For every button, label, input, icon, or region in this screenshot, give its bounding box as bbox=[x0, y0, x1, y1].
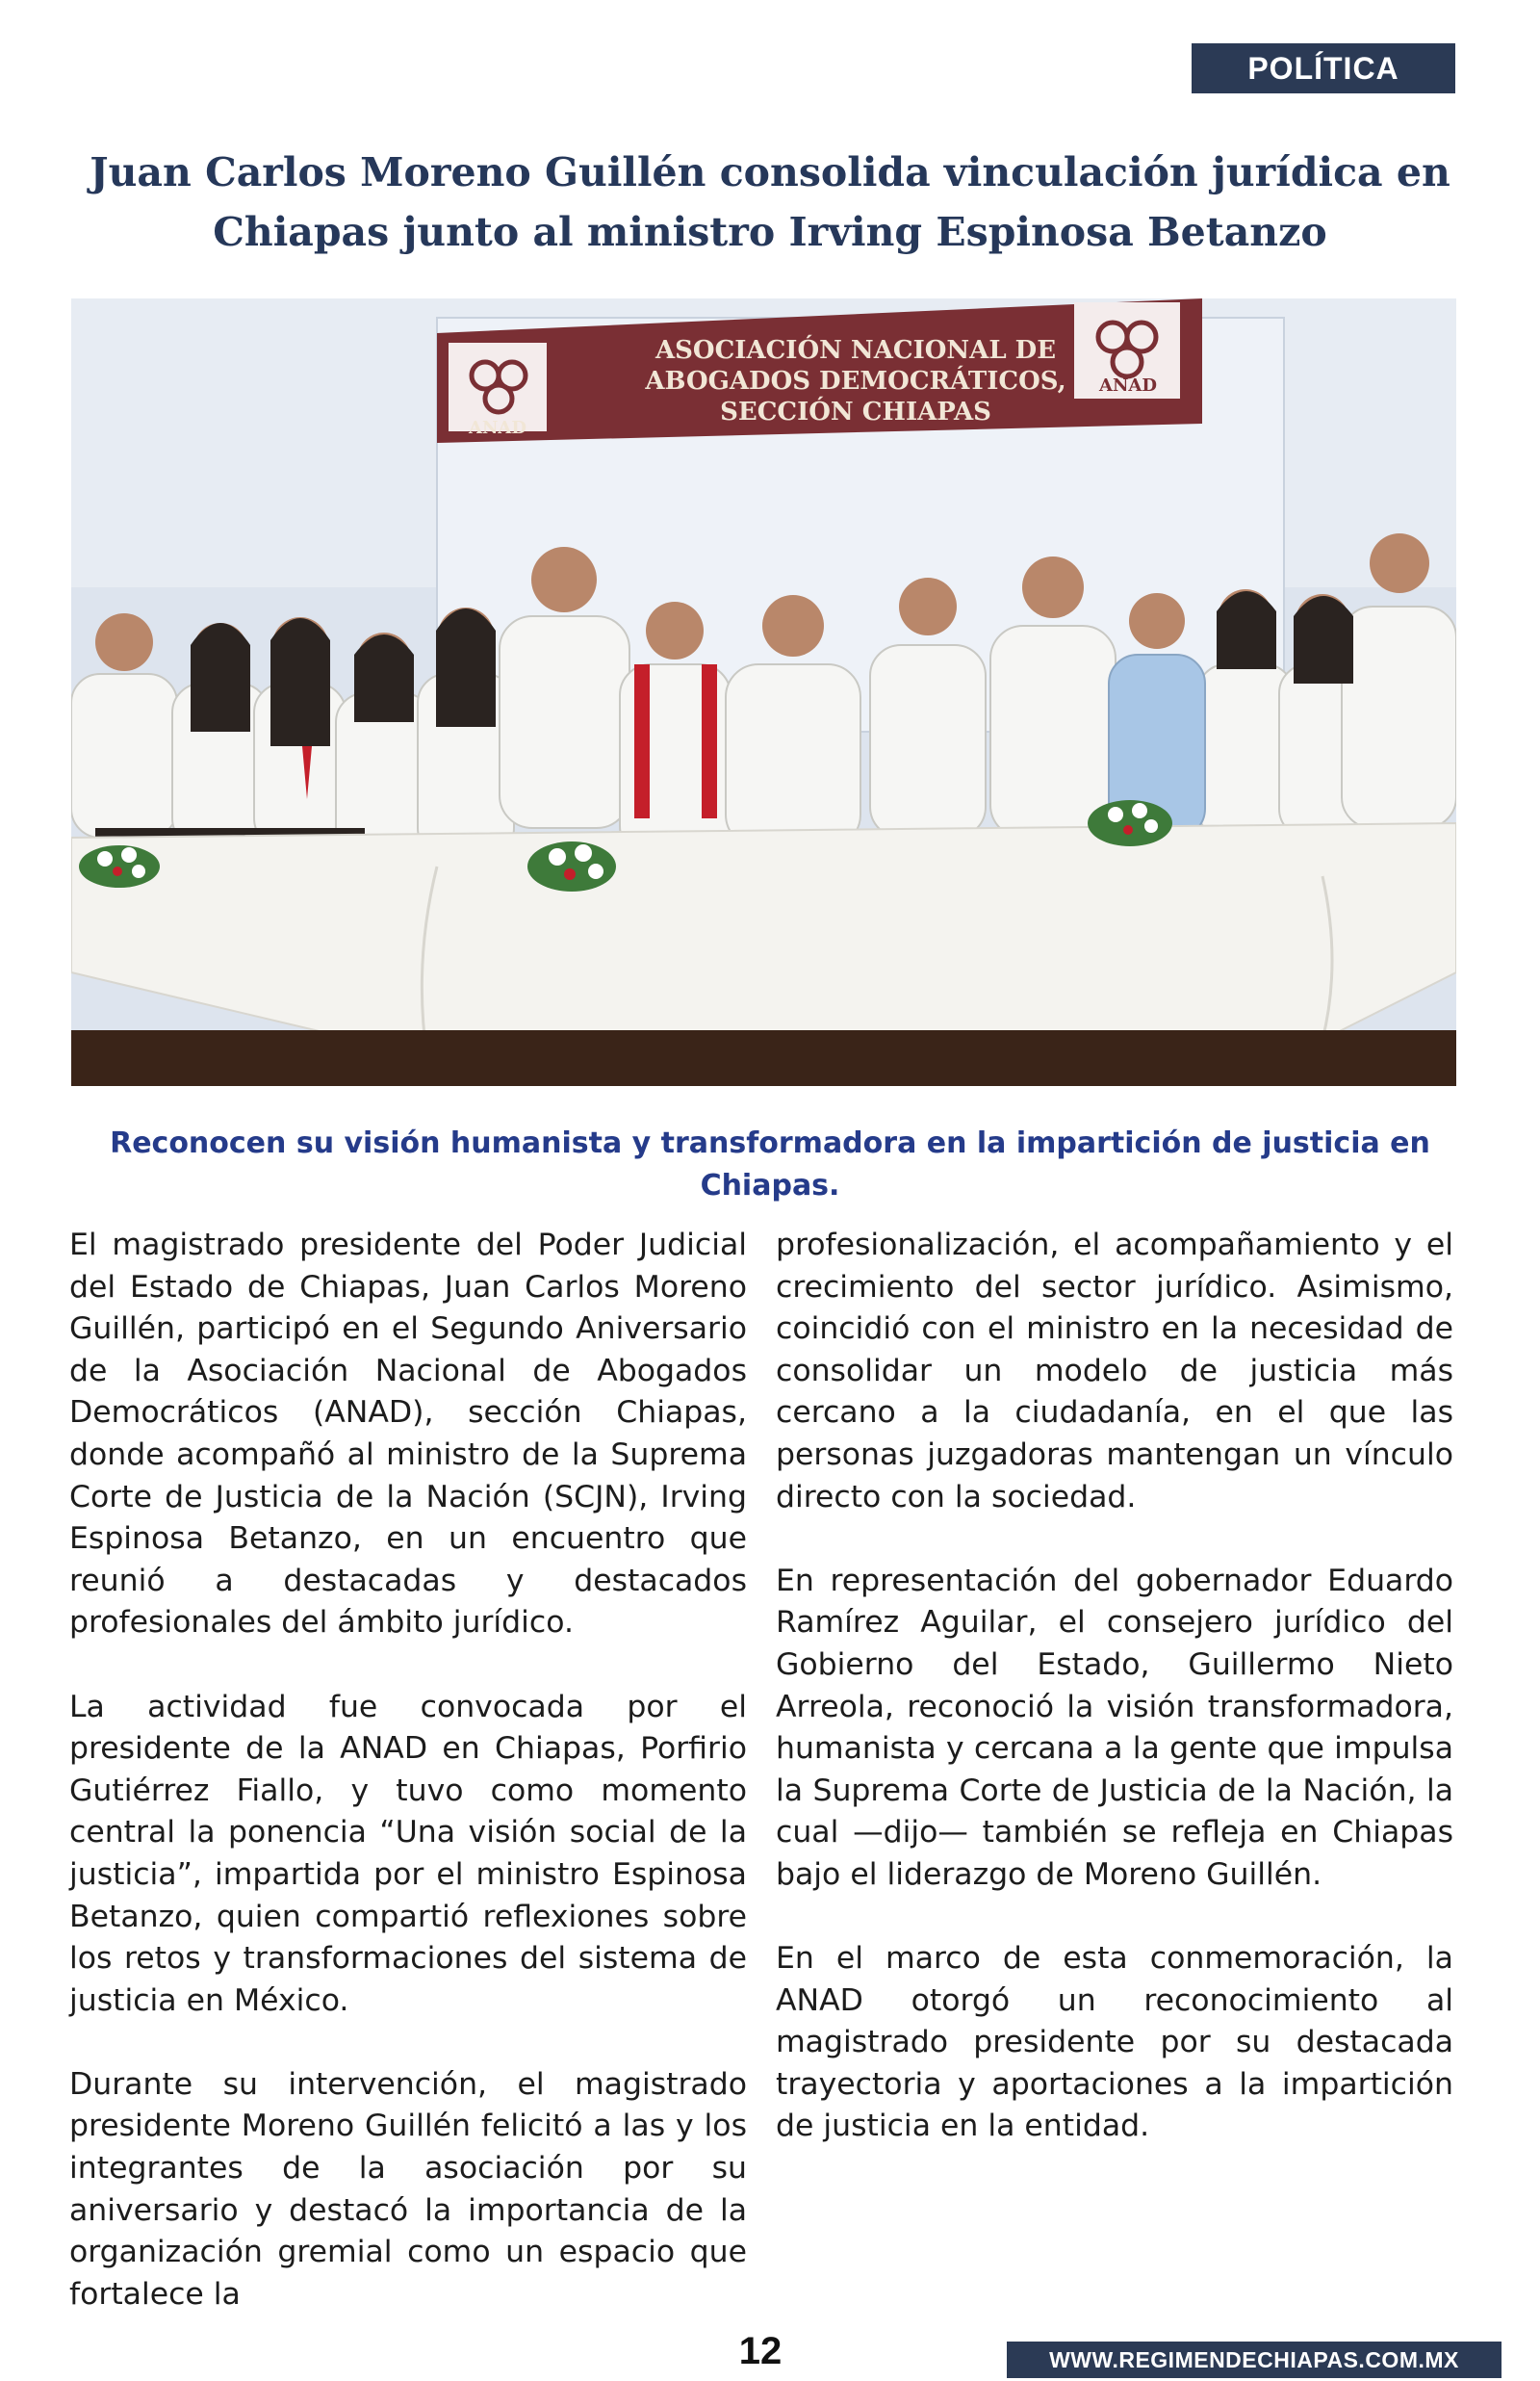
article-paragraph: En representación del gobernador Eduardo Ramírez Aguilar, el consejero jurídico del Gobierno del Estado, Guillermo Nieto Arreola, reconoció la visión transformadora, humanista y cercana a la gente que impulsa la Suprema Corte de Justicia de la Nación, la cual —dijo— también se refleja en Chiapas bajo el liderazgo de Moreno Guillén. bbox=[776, 1563, 1453, 1892]
banner-line-2: ABOGADOS DEMOCRÁTICOS, bbox=[645, 367, 1066, 396]
article-photo bbox=[71, 298, 1456, 1086]
article-column-right bbox=[776, 1225, 1453, 2190]
article-paragraph: En el marco de esta conmemoración, la ANAD otorgó un reconocimiento al magistrado presidente por su destacada trayectoria y aportaciones a la impartición de justicia en la entidad. bbox=[776, 1941, 1453, 2144]
banner-logo-text-left: ANAD bbox=[469, 418, 526, 438]
article-title: Juan Carlos Moreno Guillén consolida vinculación jurídica en Chiapas junto al ministro Irving Espinosa Betanzo bbox=[90, 149, 1450, 255]
article-subtitle: Reconocen su visión humanista y transformadora en la impartición de justicia en Chiapas. bbox=[110, 1126, 1430, 1203]
section-tag: POLÍTICA bbox=[1192, 43, 1455, 93]
article-paragraph: Durante su intervención, el magistrado presidente Moreno Guillén felicitó a las y los integrantes de la asociación por su aniversario y destacó la importancia de la organización gremial como un espacio que fortalece la bbox=[69, 2066, 747, 2312]
page-number: 12 bbox=[738, 2330, 783, 2372]
group-photo-illustration bbox=[71, 298, 1456, 1086]
article-paragraph: profesionalización, el acompañamiento y el crecimiento del sector jurídico. Asimismo, coincidió con el ministro en la necesidad de consolidar un modelo de justicia más cercano a la ciudadanía, en el que las personas juzgadoras mantengan un vínculo directo con la sociedad. bbox=[776, 1228, 1453, 1514]
article-paragraph: El magistrado presidente del Poder Judicial del Estado de Chiapas, Juan Carlos Moreno Guillén, participó en el Segundo Aniversario de la Asociación Nacional de Abogados Democráticos (ANAD), sección Chiapas, donde acompañó al ministro de la Suprema Corte de Justicia de la Nación (SCJN), Irving Espinosa Betanzo, en un encuentro que reunió a destacadas y destacados profesionales del ámbito jurídico. bbox=[69, 1228, 747, 1641]
banner-line-1: ASOCIACIÓN NACIONAL DE bbox=[654, 336, 1057, 365]
head-table bbox=[71, 823, 1456, 1086]
banner-logo-text-right: ANAD bbox=[1099, 375, 1157, 396]
article-column-left bbox=[69, 1225, 747, 2358]
article-paragraph: La actividad fue convocada por el presidente de la ANAD en Chiapas, Porfirio Gutiérrez Fiallo, y tuvo como momento central la ponencia “Una visión social de la justicia”, impartida por el ministro Espinosa Betanzo, quien compartió reflexiones sobre los retos y transformaciones del sistema de justicia en México. bbox=[69, 1689, 747, 2018]
banner-line-3: SECCIÓN CHIAPAS bbox=[720, 398, 991, 427]
website-url: WWW.REGIMENDECHIAPAS.COM.MX bbox=[1007, 2342, 1502, 2378]
